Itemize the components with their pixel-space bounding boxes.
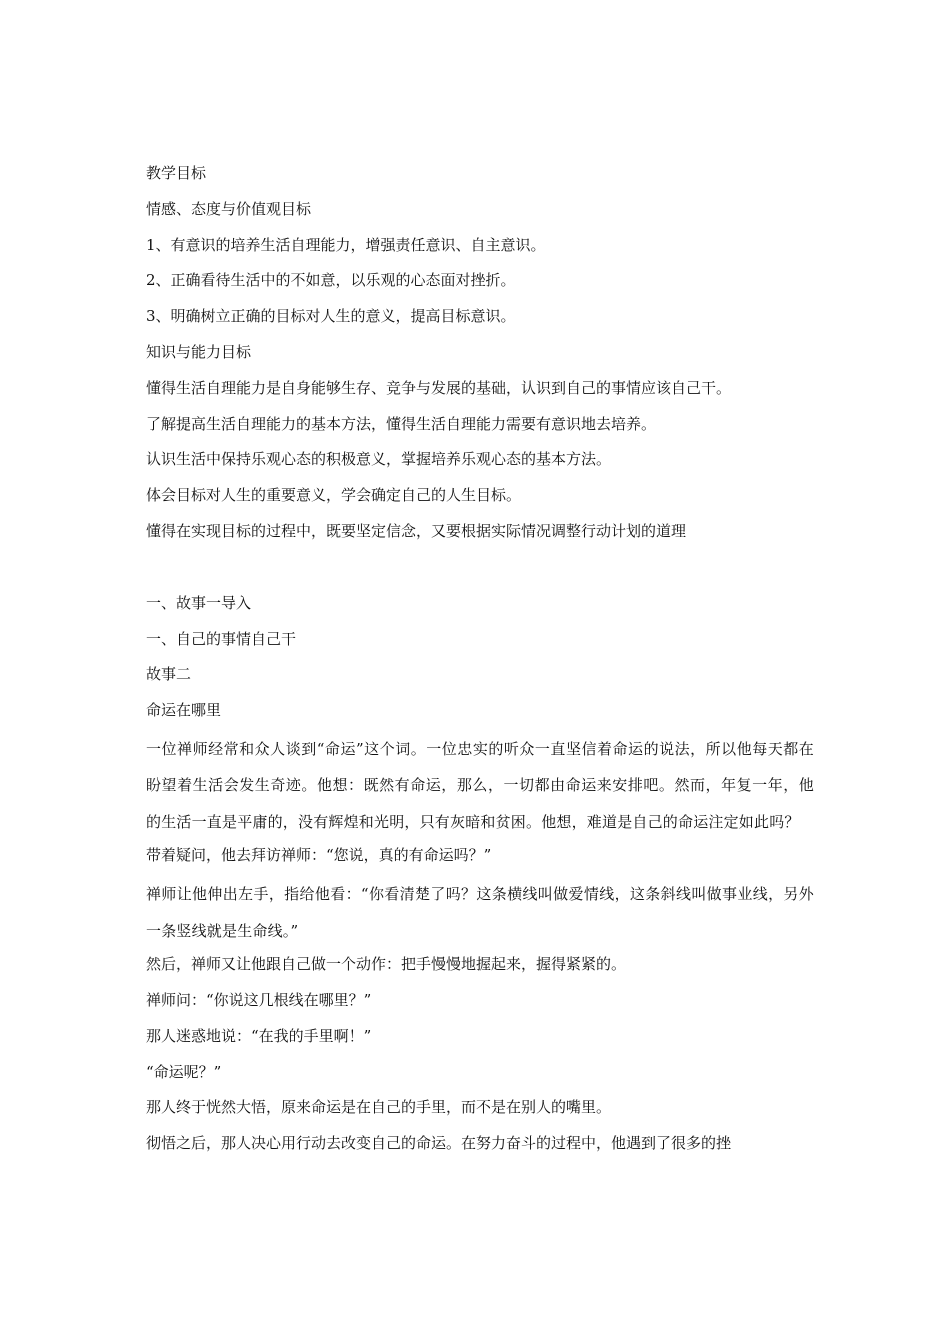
goal-item: 懂得生活自理能力是自身能够生存、竞争与发展的基础，认识到自己的事情应该自己干。 bbox=[146, 378, 732, 397]
goal-item: 3、明确树立正确的目标对人生的意义，提高目标意识。 bbox=[146, 307, 516, 326]
story-line: 禅师问：“你说这几根线在哪里？” bbox=[146, 991, 372, 1010]
story-paragraph: 一位禅师经常和众人谈到“命运”这个词。一位忠实的听众一直坚信着命运的说法，所以他每天都在盼望着生活会发生奇迹。他想：既然有命运，那么，一切都由命运来安排吧。然而，年复一年，他的生活一直是平庸的，没有辉煌和光明，只有灰暗和贫困。他想，难道是自己的命运注定如此吗？ bbox=[146, 739, 814, 831]
goal-item: 1、有意识的培养生活自理能力，增强责任意识、自主意识。 bbox=[146, 235, 546, 254]
section-heading: 一、自己的事情自己干 bbox=[146, 629, 297, 648]
story-line: “命运呢？” bbox=[146, 1062, 222, 1081]
section-spacer bbox=[146, 552, 814, 588]
subheading-knowledge-goals: 知识与能力目标 bbox=[146, 342, 252, 361]
document-body bbox=[146, 158, 814, 1164]
story-line: 然后，禅师又让他跟自己做一个动作：把手慢慢地握起来，握得紧紧的。 bbox=[146, 955, 627, 974]
goal-item: 体会目标对人生的重要意义，学会确定自己的人生目标。 bbox=[146, 486, 522, 505]
goal-item: 了解提高生活自理能力的基本方法，懂得生活自理能力需要有意识地去培养。 bbox=[146, 414, 657, 433]
subheading-emotion-goals: 情感、态度与价值观目标 bbox=[146, 199, 312, 218]
goal-item: 认识生活中保持乐观心态的积极意义，掌握培养乐观心态的基本方法。 bbox=[146, 450, 612, 469]
goal-item: 2、正确看待生活中的不如意，以乐观的心态面对挫折。 bbox=[146, 271, 516, 290]
story-title: 命运在哪里 bbox=[146, 701, 222, 720]
story-line: 彻悟之后，那人决心用行动去改变自己的命运。在努力奋斗的过程中，他遇到了很多的挫 bbox=[146, 1134, 732, 1153]
story-paragraph: 禅师让他伸出左手，指给他看：“你看清楚了吗？这条横线叫做爱情线，这条斜线叫做事业线，另外一条竖线就是生命线。” bbox=[146, 885, 814, 940]
goal-item: 懂得在实现目标的过程中，既要坚定信念，又要根据实际情况调整行动计划的道理 bbox=[146, 521, 687, 540]
story-label: 故事二 bbox=[146, 665, 192, 684]
section-heading: 一、故事一导入 bbox=[146, 593, 252, 612]
story-line: 那人终于恍然大悟，原来命运是在自己的手里，而不是在别人的嘴里。 bbox=[146, 1098, 612, 1117]
heading-teaching-goals: 教学目标 bbox=[146, 164, 207, 182]
story-line: 带着疑问，他去拜访禅师：“您说，真的有命运吗？” bbox=[146, 846, 492, 865]
story-line: 那人迷惑地说：“在我的手里啊！” bbox=[146, 1026, 372, 1045]
